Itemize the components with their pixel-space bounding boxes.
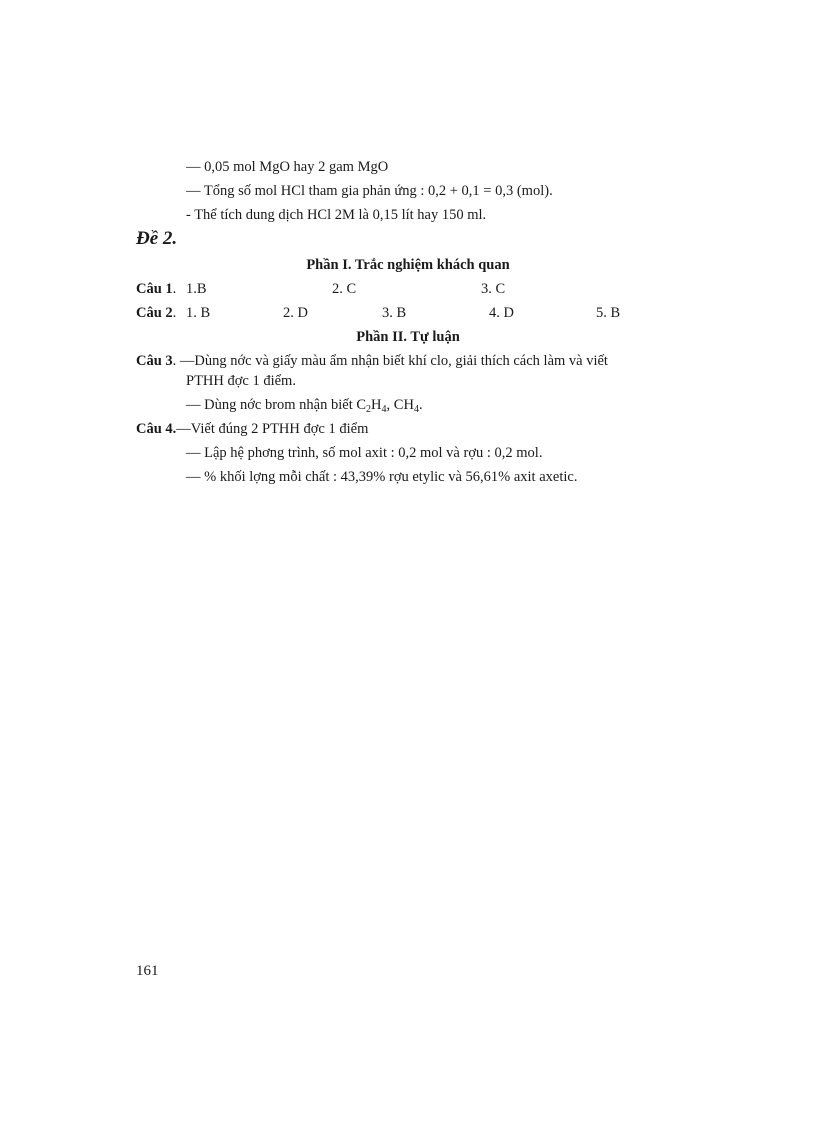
cau3-text3-d: . [418,397,423,413]
cau1-answer-2: 2. C [332,281,357,297]
cau4-line2: — Lập hệ phơng trình, số mol axit : 0,2 mol và rợu : 0,2 mol. [186,445,543,461]
cau3-line2: PTHH đợc 1 điểm. [186,373,296,389]
cau1-answer-1: 1.B [186,281,207,297]
page-number: 161 [136,963,159,979]
cau3-text3-b: H [371,397,382,413]
cau3-sub-1: 2 [366,404,372,415]
cau1-label: Câu 1 [136,281,173,297]
cau3-text1: —Dùng nớc và giấy màu ẩm nhận biết khí clo, giải thích cách làm và viết [176,353,608,369]
exam-title: Đề 2. [136,228,178,249]
section1-line3: - Thể tích dung dịch HCl 2M là 0,15 lít hay 150 ml. [186,207,487,223]
part1-title: Phần I. Trắc nghiệm khách quan [306,257,510,273]
cau3-dot: . [172,353,177,369]
part2-title: Phần II. Tự luận [356,329,460,345]
cau4-text1: —Viết đúng 2 PTHH đợc 1 điểm [176,421,369,437]
cau2-label: Câu 2 [136,305,173,321]
cau3-sub-2: 4 [381,404,387,415]
cau1-answer-3: 3. C [481,281,506,297]
section1-line1: — 0,05 mol MgO hay 2 gam MgO [186,159,389,175]
section1-line2: — Tổng số mol HCl tham gia phản ứng : 0,2 + 0,1 = 0,3 (mol). [186,183,553,199]
cau1-row [136,280,176,298]
cau2-dot: . [172,305,177,321]
cau2-answer-3: 3. B [382,305,407,321]
cau3-line1 [136,352,608,370]
cau2-answer-2: 2. D [283,305,308,321]
cau1-dot: . [172,281,177,297]
cau3-label: Câu 3 [136,353,173,369]
cau4-line3: — % khối lợng mỗi chất : 43,39% rợu etylic và 56,61% axit axetic. [186,469,578,485]
cau4-line1 [136,420,368,438]
cau4-label: Câu 4. [136,421,177,437]
cau2-answer-1: 1. B [186,305,211,321]
cau2-row [136,304,176,322]
cau3-line3 [186,396,423,414]
cau3-sub-3: 4 [413,404,419,415]
cau3-text3-c: , CH [386,397,414,413]
cau2-answer-5: 5. B [596,305,621,321]
cau3-text3-a: — Dùng nớc brom nhận biết C [186,397,367,413]
cau2-answer-4: 4. D [489,305,514,321]
